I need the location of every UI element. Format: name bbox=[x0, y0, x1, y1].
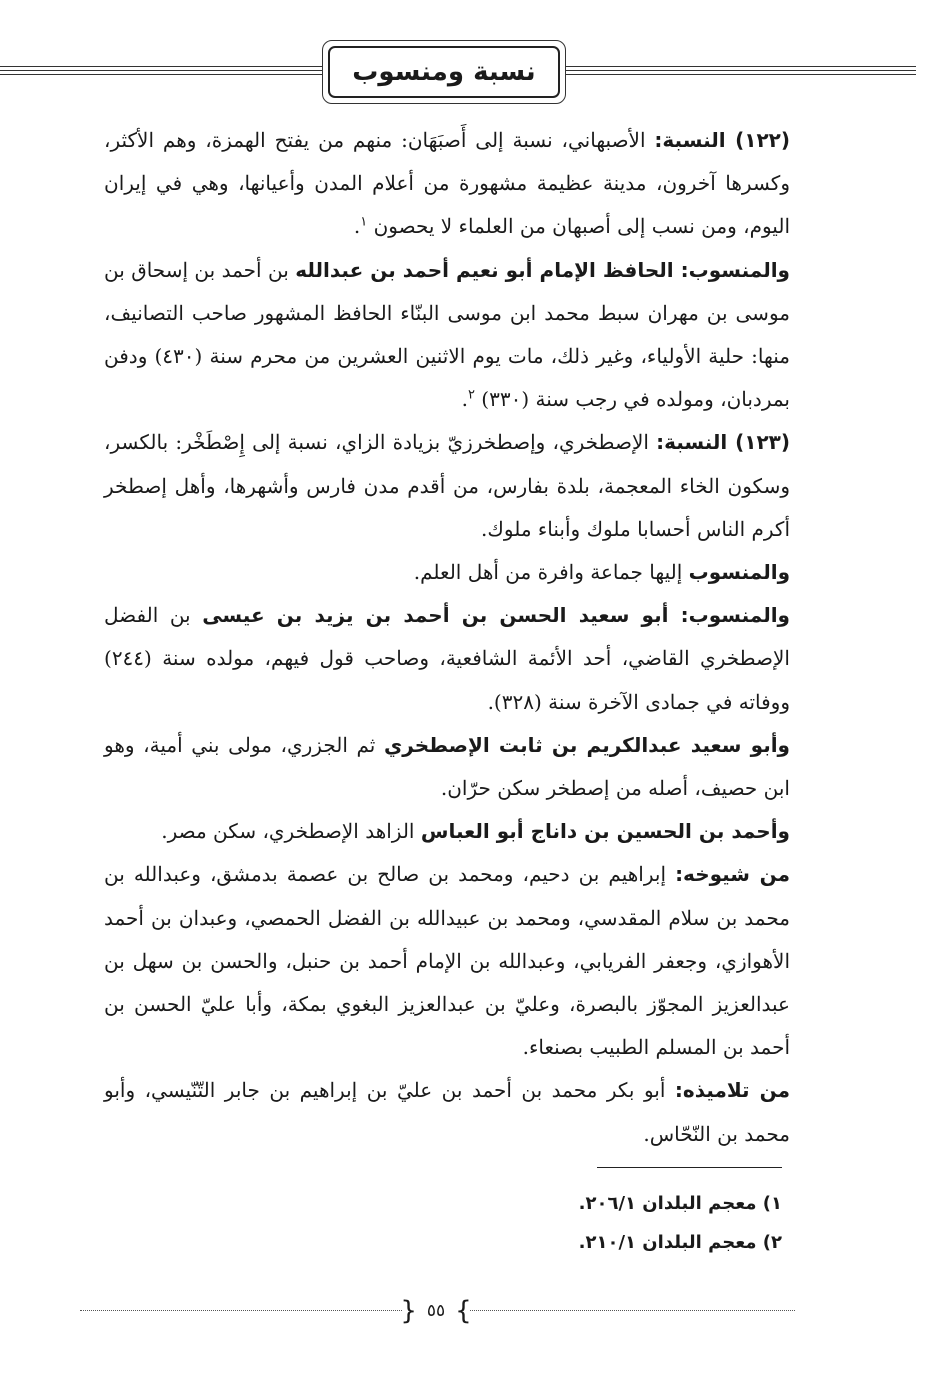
main-text bbox=[104, 119, 790, 1156]
footnote: ٢) معجم البلدان ٢١٠/١. bbox=[578, 1232, 782, 1253]
paragraph bbox=[104, 853, 790, 1069]
paragraph-lead: من شيوخه: bbox=[675, 862, 790, 887]
paragraph bbox=[104, 249, 790, 422]
paragraph-text: الأصبهاني، نسبة إلى أَصبَهَان: منهم من يفتح الهمزة، وهم الأكثر، وكسرها آخرون، مدينة عظيمة مشهورة من أعلام المدن وأعيانها، وهي في إيران اليوم، ومن نسب إلى أصبهان من العلماء لا يحصون bbox=[104, 128, 790, 239]
paragraph-text: بن أحمد بن إسحاق بن موسى بن مهران سبط محمد ابن موسى البنّاء الحافظ المشهور صاحب التصانيف، منها: حلية الأولياء، وغير ذلك، مات يوم الاثنين العشرين من محرم سنة (٤٣٠) ودفن بمردبان، ومولده في رجب سنة (٣٣٠) bbox=[104, 257, 790, 412]
paragraph-text: ثم الجزري، مولى بني أمية، وهو ابن حصيف، أصله من إصطخر سكن حرّان. bbox=[104, 732, 790, 801]
right-brace-icon: { bbox=[455, 1296, 472, 1326]
paragraph-lead: من تلاميذه: bbox=[674, 1078, 790, 1103]
paragraph-tail: . bbox=[353, 214, 361, 239]
paragraph-text: بن الفضل الإصطخري القاضي، أحد الأئمة الشافعية، وصاحب قول فيهم، مولده سنة (٢٤٤) ووفاته في جمادى الآخرة سنة (٣٢٨). bbox=[104, 603, 790, 714]
paragraph-lead: (١٢٣) النسبة: bbox=[656, 430, 790, 455]
paragraph-tail: . bbox=[461, 387, 468, 412]
paragraph bbox=[104, 119, 790, 249]
paragraph bbox=[104, 810, 790, 853]
footnotes bbox=[420, 1184, 782, 1262]
paragraph bbox=[104, 1069, 790, 1155]
paragraph-text: إليها جماعة وافرة من أهل العلم. bbox=[413, 560, 689, 585]
footnote-ref: ٢ bbox=[467, 387, 475, 403]
paragraph bbox=[104, 594, 790, 724]
footnote: ١) معجم البلدان ٢٠٦/١. bbox=[578, 1193, 782, 1214]
paragraph-lead: والمنسوب: أبو سعيد الحسن بن أحمد بن يزيد بن عيسى bbox=[202, 603, 790, 628]
paragraph-text: أبو بكر محمد بن أحمد بن عليّ بن إبراهيم بن جابر التّنّيسي، وأبو محمد بن النّحّاس. bbox=[104, 1078, 790, 1146]
chapter-title: نسبة ومنسوب bbox=[352, 57, 536, 87]
paragraph-text: الزاهد الإصطخري، سكن مصر. bbox=[161, 819, 421, 844]
paragraph-lead: والمنسوب: الحافظ الإمام أبو نعيم أحمد بن عبدالله bbox=[295, 257, 790, 282]
paragraph bbox=[104, 724, 790, 810]
paragraph bbox=[104, 551, 790, 594]
left-brace-icon: } bbox=[400, 1296, 417, 1326]
page-number: ٥٥ bbox=[426, 1301, 446, 1321]
page-number-rule-right bbox=[470, 1310, 795, 1311]
footnote-ref: ١ bbox=[360, 214, 368, 230]
page-number-box bbox=[400, 1294, 472, 1328]
paragraph-lead: وأحمد بن الحسين بن داناج أبو العباس bbox=[420, 819, 790, 844]
paragraph bbox=[104, 421, 790, 551]
paragraph-lead: والمنسوب bbox=[688, 560, 790, 585]
paragraph-lead: وأبو سعيد عبدالكريم بن ثابت الإصطخري bbox=[383, 732, 790, 757]
paragraph-text: الإصطخري، وإصطخرزيّ بزيادة الزاي، نسبة إلى إِصْطَخْر: بالكسر، وسكون الخاء المعجمة، بلدة بفارس، من أقدم مدن فارس وأشهرها، وأهل إصطخر أكرم الناس أحسابا ملوك وأبناء ملوك. bbox=[104, 430, 790, 541]
paragraph-text: إبراهيم بن دحيم، ومحمد بن صالح بن عصمة بدمشق، وعبدالله بن محمد بن سلام المقدسي، ومحمد بن عبيدالله بن الفضل الحمصي، وعبدان بن أحمد الأهوازي، وجعفر الفريابي، وعبدالله بن الإمام أحمد بن حنبل، والحسن بن سهل بن عبدالعزيز المجوّز بالبصرة، وعليّ بن عبدالعزيز البغوي بمكة، وأبا عليّ الحسن بن أحمد بن المسلم الطبيب بصنعاء. bbox=[104, 862, 790, 1060]
chapter-title-frame bbox=[322, 40, 566, 104]
page-header bbox=[0, 40, 929, 110]
footnote-separator bbox=[597, 1167, 782, 1168]
page-number-rule-left bbox=[80, 1310, 402, 1311]
paragraph-lead: (١٢٢) النسبة: bbox=[654, 128, 790, 152]
